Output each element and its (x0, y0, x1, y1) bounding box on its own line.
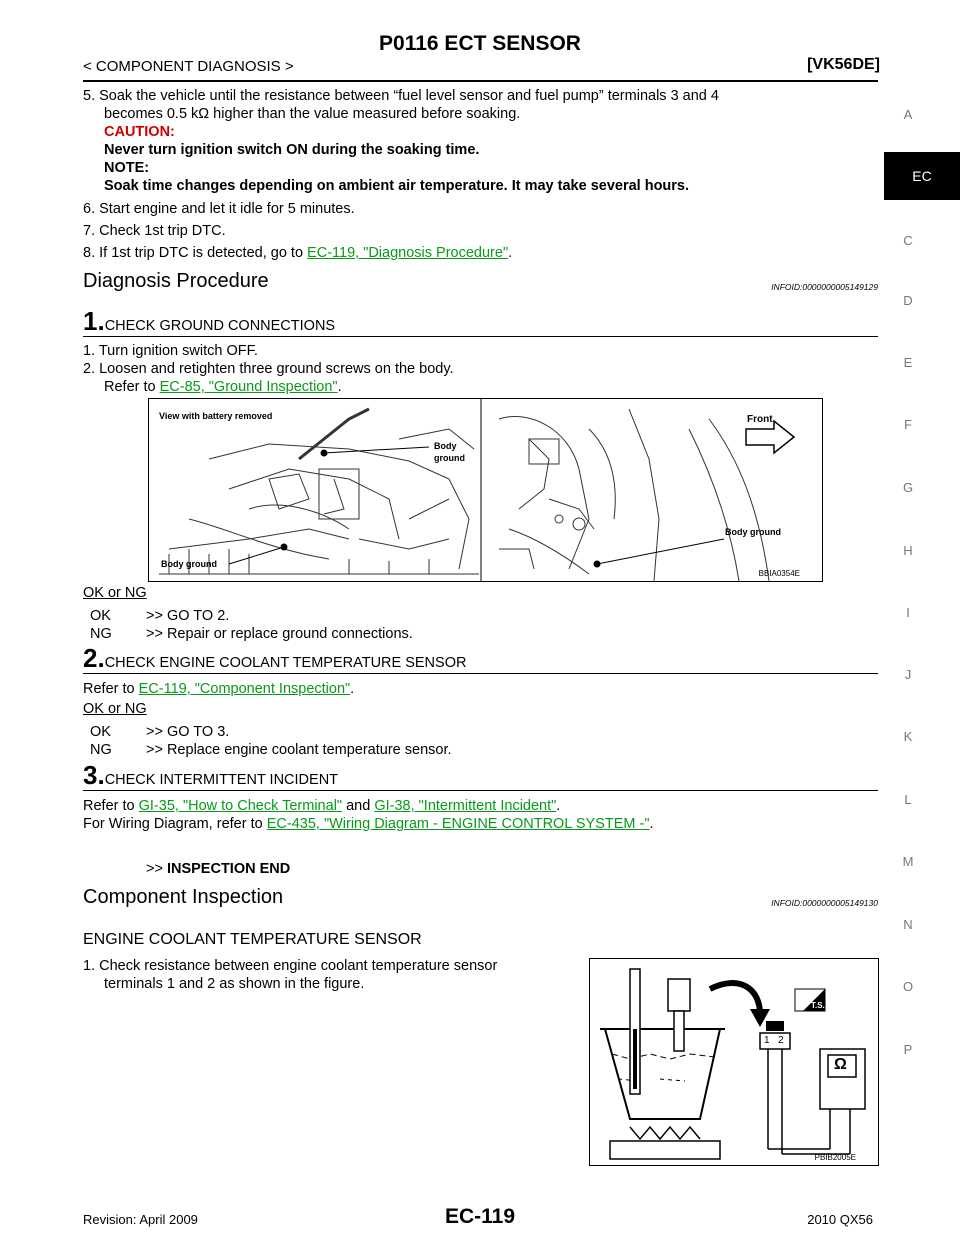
side-tab-i[interactable]: I (906, 605, 910, 620)
step3-title: CHECK INTERMITTENT INCIDENT (104, 772, 339, 788)
step2-title: CHECK ENGINE COOLANT TEMPERATURE SENSOR (104, 655, 467, 671)
intermittent-incident-link[interactable]: GI-38, "Intermittent Incident" (374, 798, 557, 814)
step8-suffix: . (508, 245, 513, 261)
side-tab-c[interactable]: C (903, 233, 913, 248)
step2-result-label: OK or NG (83, 701, 147, 717)
ect-sensor-figure (589, 958, 879, 1166)
footer-page-number: EC-119 (444, 1205, 516, 1228)
body-ground-label-3: Body ground (161, 559, 217, 569)
note-label: NOTE: (104, 160, 150, 176)
side-tab-n[interactable]: N (903, 917, 913, 932)
step1-title: CHECK GROUND CONNECTIONS (104, 318, 336, 334)
diagnosis-infoid: INFOID:0000000005149129 (771, 282, 878, 292)
header-rule (83, 80, 878, 82)
component-inspection-link[interactable]: EC-119, "Component Inspection" (138, 681, 351, 697)
ground-location-figure (148, 398, 823, 582)
ground-location-drawing (149, 399, 822, 581)
side-tab-g[interactable]: G (902, 480, 914, 495)
step1-ref-suffix: . (337, 379, 342, 395)
step1-ng-action: >> Repair or replace ground connections. (146, 626, 413, 642)
model-label: [VK56DE] (807, 56, 880, 73)
step3-ref (83, 797, 560, 815)
step3-rule (83, 790, 878, 791)
step2-ng-action: >> Replace engine coolant temperature sensor. (146, 742, 452, 758)
step3-heading (83, 760, 338, 791)
inspection-end (146, 860, 290, 878)
component-infoid: INFOID:0000000005149130 (771, 898, 878, 908)
step3-wiring-suffix: . (649, 816, 654, 832)
step2-ref-suffix: . (350, 681, 355, 697)
step1-number: 1. (83, 306, 105, 336)
figure1-id: BBIA0354E (758, 569, 800, 578)
step8-text (83, 244, 512, 262)
diagnosis-procedure-link[interactable]: EC-119, "Diagnosis Procedure" (307, 245, 509, 261)
inspection-end-text: INSPECTION END (166, 861, 291, 877)
step1-result-label: OK or NG (83, 585, 147, 601)
step7-text: 7. Check 1st trip DTC. (83, 223, 226, 239)
step1-line3 (104, 378, 342, 396)
step1-ref-prefix: Refer to (104, 379, 156, 395)
terminal-1-label: 1 (764, 1035, 770, 1046)
component-line1: 1. Check resistance between engine coolant temperature sensor (83, 958, 498, 974)
step5-text: 5. Soak the vehicle until the resistance between “fuel level sensor and fuel pump” terminals 3 and 4 (83, 88, 719, 104)
figure2-id: PBIB2005E (814, 1153, 856, 1162)
step3-wiring (83, 815, 654, 833)
step2-ref-prefix: Refer to (83, 681, 135, 697)
step3-ref-prefix: Refer to (83, 798, 135, 814)
step2-ng: NG (90, 742, 112, 758)
page-title: P0116 ECT SENSOR (379, 32, 581, 55)
step1-rule (83, 336, 878, 337)
caution-label: CAUTION: (104, 124, 175, 140)
step2-number: 2. (83, 643, 105, 673)
step1-ng: NG (90, 626, 112, 642)
step1-ok-action: >> GO TO 2. (146, 608, 230, 624)
step3-ref-and: and (346, 798, 371, 814)
battery-removed-label: View with battery removed (159, 411, 273, 421)
component-inspection-title: Component Inspection (83, 886, 284, 908)
ohm-symbol: Ω (834, 1056, 847, 1073)
step5-cont: becomes 0.5 kΩ higher than the value measured before soaking. (104, 106, 521, 122)
body-ground-label-1a: Body (434, 441, 457, 451)
side-tab-ec[interactable]: EC (884, 152, 960, 200)
side-tab-p[interactable]: P (903, 1042, 913, 1057)
component-line2: terminals 1 and 2 as shown in the figure. (104, 976, 365, 992)
step1-heading (83, 306, 335, 337)
step3-ref-suffix: . (556, 798, 561, 814)
step3-wiring-prefix: For Wiring Diagram, refer to (83, 816, 263, 832)
side-tab-d[interactable]: D (903, 293, 913, 308)
body-ground-label-1b: ground (434, 453, 465, 463)
step2-rule (83, 673, 878, 674)
side-tab-h[interactable]: H (903, 543, 913, 558)
step1-ok: OK (90, 608, 111, 624)
ts-label: T.S. (811, 1001, 825, 1010)
step8-prefix: 8. If 1st trip DTC is detected, go to (83, 245, 304, 261)
ground-inspection-link[interactable]: EC-85, "Ground Inspection" (159, 379, 338, 395)
footer-model: 2010 QX56 (807, 1212, 873, 1227)
side-tab-e[interactable]: E (903, 355, 913, 370)
step2-heading (83, 643, 466, 674)
inspection-end-arrow: >> (146, 861, 163, 877)
step1-line1: 1. Turn ignition switch OFF. (83, 343, 258, 359)
wiring-diagram-link[interactable]: EC-435, "Wiring Diagram - ENGINE CONTROL SYSTEM -" (266, 816, 650, 832)
side-tab-o[interactable]: O (902, 979, 914, 994)
step1-line2: 2. Loosen and retighten three ground screws on the body. (83, 361, 454, 377)
side-tab-f[interactable]: F (904, 417, 912, 432)
step2-ok-action: >> GO TO 3. (146, 724, 230, 740)
step2-ref (83, 680, 354, 698)
body-ground-label-2: Body ground (725, 527, 781, 537)
note-text: Soak time changes depending on ambient air temperature. It may take several hours. (104, 178, 690, 194)
how-to-check-terminal-link[interactable]: GI-35, "How to Check Terminal" (138, 798, 343, 814)
side-tab-k[interactable]: K (903, 729, 913, 744)
step2-ok: OK (90, 724, 111, 740)
footer-revision: Revision: April 2009 (83, 1212, 198, 1227)
front-label: Front (747, 414, 773, 425)
side-tab-m[interactable]: M (902, 854, 914, 869)
diagnosis-procedure-title: Diagnosis Procedure (83, 270, 269, 292)
caution-text: Never turn ignition switch ON during the soaking time. (104, 142, 480, 158)
terminal-2-label: 2 (778, 1035, 784, 1046)
side-tab-l[interactable]: L (904, 792, 912, 807)
step3-number: 3. (83, 760, 105, 790)
side-tab-j[interactable]: J (904, 667, 912, 682)
side-tab-a[interactable]: A (903, 107, 913, 122)
section-label: < COMPONENT DIAGNOSIS > (83, 58, 294, 75)
step6-text: 6. Start engine and let it idle for 5 minutes. (83, 201, 355, 217)
component-subtitle: ENGINE COOLANT TEMPERATURE SENSOR (83, 931, 422, 948)
